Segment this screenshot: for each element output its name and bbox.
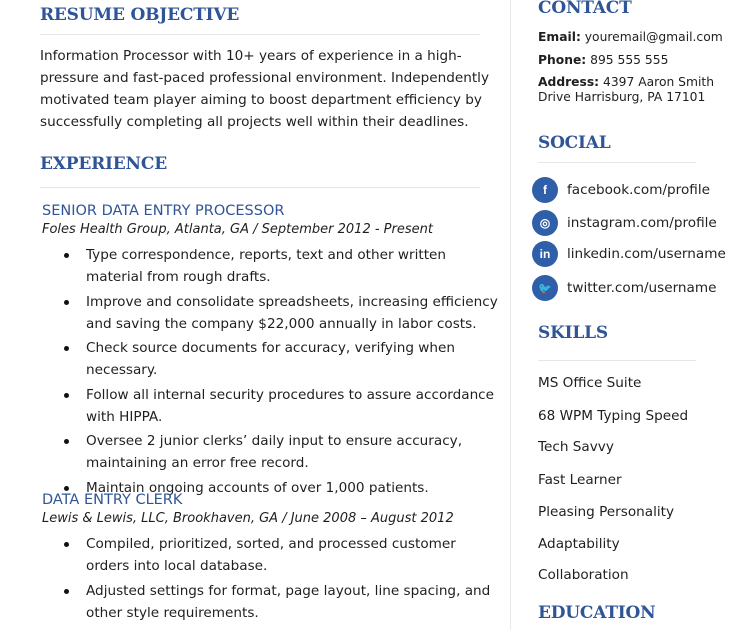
social-instagram[interactable]	[532, 210, 717, 236]
address-line-2: Drive Harrisburg, PA 17101	[538, 90, 706, 104]
divider	[538, 360, 696, 361]
education-heading: EDUCATION	[538, 603, 656, 623]
contact-phone	[538, 53, 668, 68]
job-company-dates: Lewis & Lewis, LLC, Brookhaven, GA / June 2008 – August 2012	[42, 511, 454, 526]
phone-label: Phone:	[538, 53, 587, 67]
list-item: Follow all internal security procedures to assure accordance with HIPPA.	[40, 384, 502, 428]
skill-item: Adaptability	[538, 536, 620, 552]
skill-item: 68 WPM Typing Speed	[538, 408, 689, 424]
job-title: SENIOR DATA ENTRY PROCESSOR	[42, 203, 285, 219]
divider	[40, 34, 480, 35]
linkedin-icon: in	[532, 241, 558, 267]
contact-address	[538, 75, 714, 105]
email-label: Email:	[538, 30, 581, 44]
contact-email	[538, 30, 723, 45]
social-link[interactable]: twitter.com/username	[567, 280, 717, 296]
objective-text: Information Processor with 10+ years of experience in a high-pressure and fast-paced professional environment. Independently motivated team player aiming to boost department efficiency by successfully completing all projects well within their deadlines.	[40, 48, 489, 130]
phone-value: 895 555 555	[590, 53, 669, 67]
list-item: Adjusted settings for format, page layout, line spacing, and other style requirements.	[40, 580, 502, 624]
job-1	[42, 203, 502, 501]
job-2	[42, 492, 502, 626]
list-item: Compiled, prioritized, sorted, and processed customer orders into local database.	[40, 533, 502, 577]
skill-item: Tech Savvy	[538, 439, 614, 455]
address-label: Address:	[538, 75, 600, 89]
skill-item: Pleasing Personality	[538, 504, 675, 520]
twitter-icon: 🐦	[532, 275, 558, 301]
social-twitter[interactable]	[532, 275, 716, 301]
skill-item: Collaboration	[538, 567, 629, 583]
experience-heading: EXPERIENCE	[40, 154, 167, 174]
divider	[40, 187, 480, 188]
social-linkedin[interactable]	[532, 241, 726, 267]
facebook-icon: f	[532, 177, 558, 203]
instagram-icon: ◎	[532, 210, 558, 236]
social-link[interactable]: facebook.com/profile	[567, 182, 710, 198]
list-item: Improve and consolidate spreadsheets, increasing efficiency and saving the company $22,000 annually in labor costs.	[40, 291, 502, 335]
job-title: DATA ENTRY CLERK	[42, 492, 183, 508]
address-line-1: 4397 Aaron Smith	[603, 75, 714, 89]
social-heading: SOCIAL	[538, 133, 611, 153]
email-value: youremail@gmail.com	[584, 30, 723, 44]
divider	[538, 162, 696, 163]
contact-heading: CONTACT	[538, 0, 632, 18]
social-link[interactable]: linkedin.com/username	[567, 246, 726, 262]
sidebar-divider	[510, 0, 511, 630]
social-link[interactable]: instagram.com/profile	[567, 215, 717, 231]
objective-heading: RESUME OBJECTIVE	[40, 5, 240, 25]
skill-item: MS Office Suite	[538, 375, 642, 391]
list-item: Type correspondence, reports, text and other written material from rough drafts.	[40, 244, 502, 288]
job-company-dates: Foles Health Group, Atlanta, GA / September 2012 - Present	[42, 222, 433, 237]
list-item: Check source documents for accuracy, verifying when necessary.	[40, 337, 502, 381]
social-facebook[interactable]	[532, 177, 710, 203]
list-item: Maintain ongoing accounts of over 1,000 patients.	[40, 477, 502, 499]
skill-item: Fast Learner	[538, 472, 622, 488]
list-item: Oversee 2 junior clerks’ daily input to ensure accuracy, maintaining an error free record.	[40, 430, 502, 474]
skills-heading: SKILLS	[538, 323, 608, 343]
